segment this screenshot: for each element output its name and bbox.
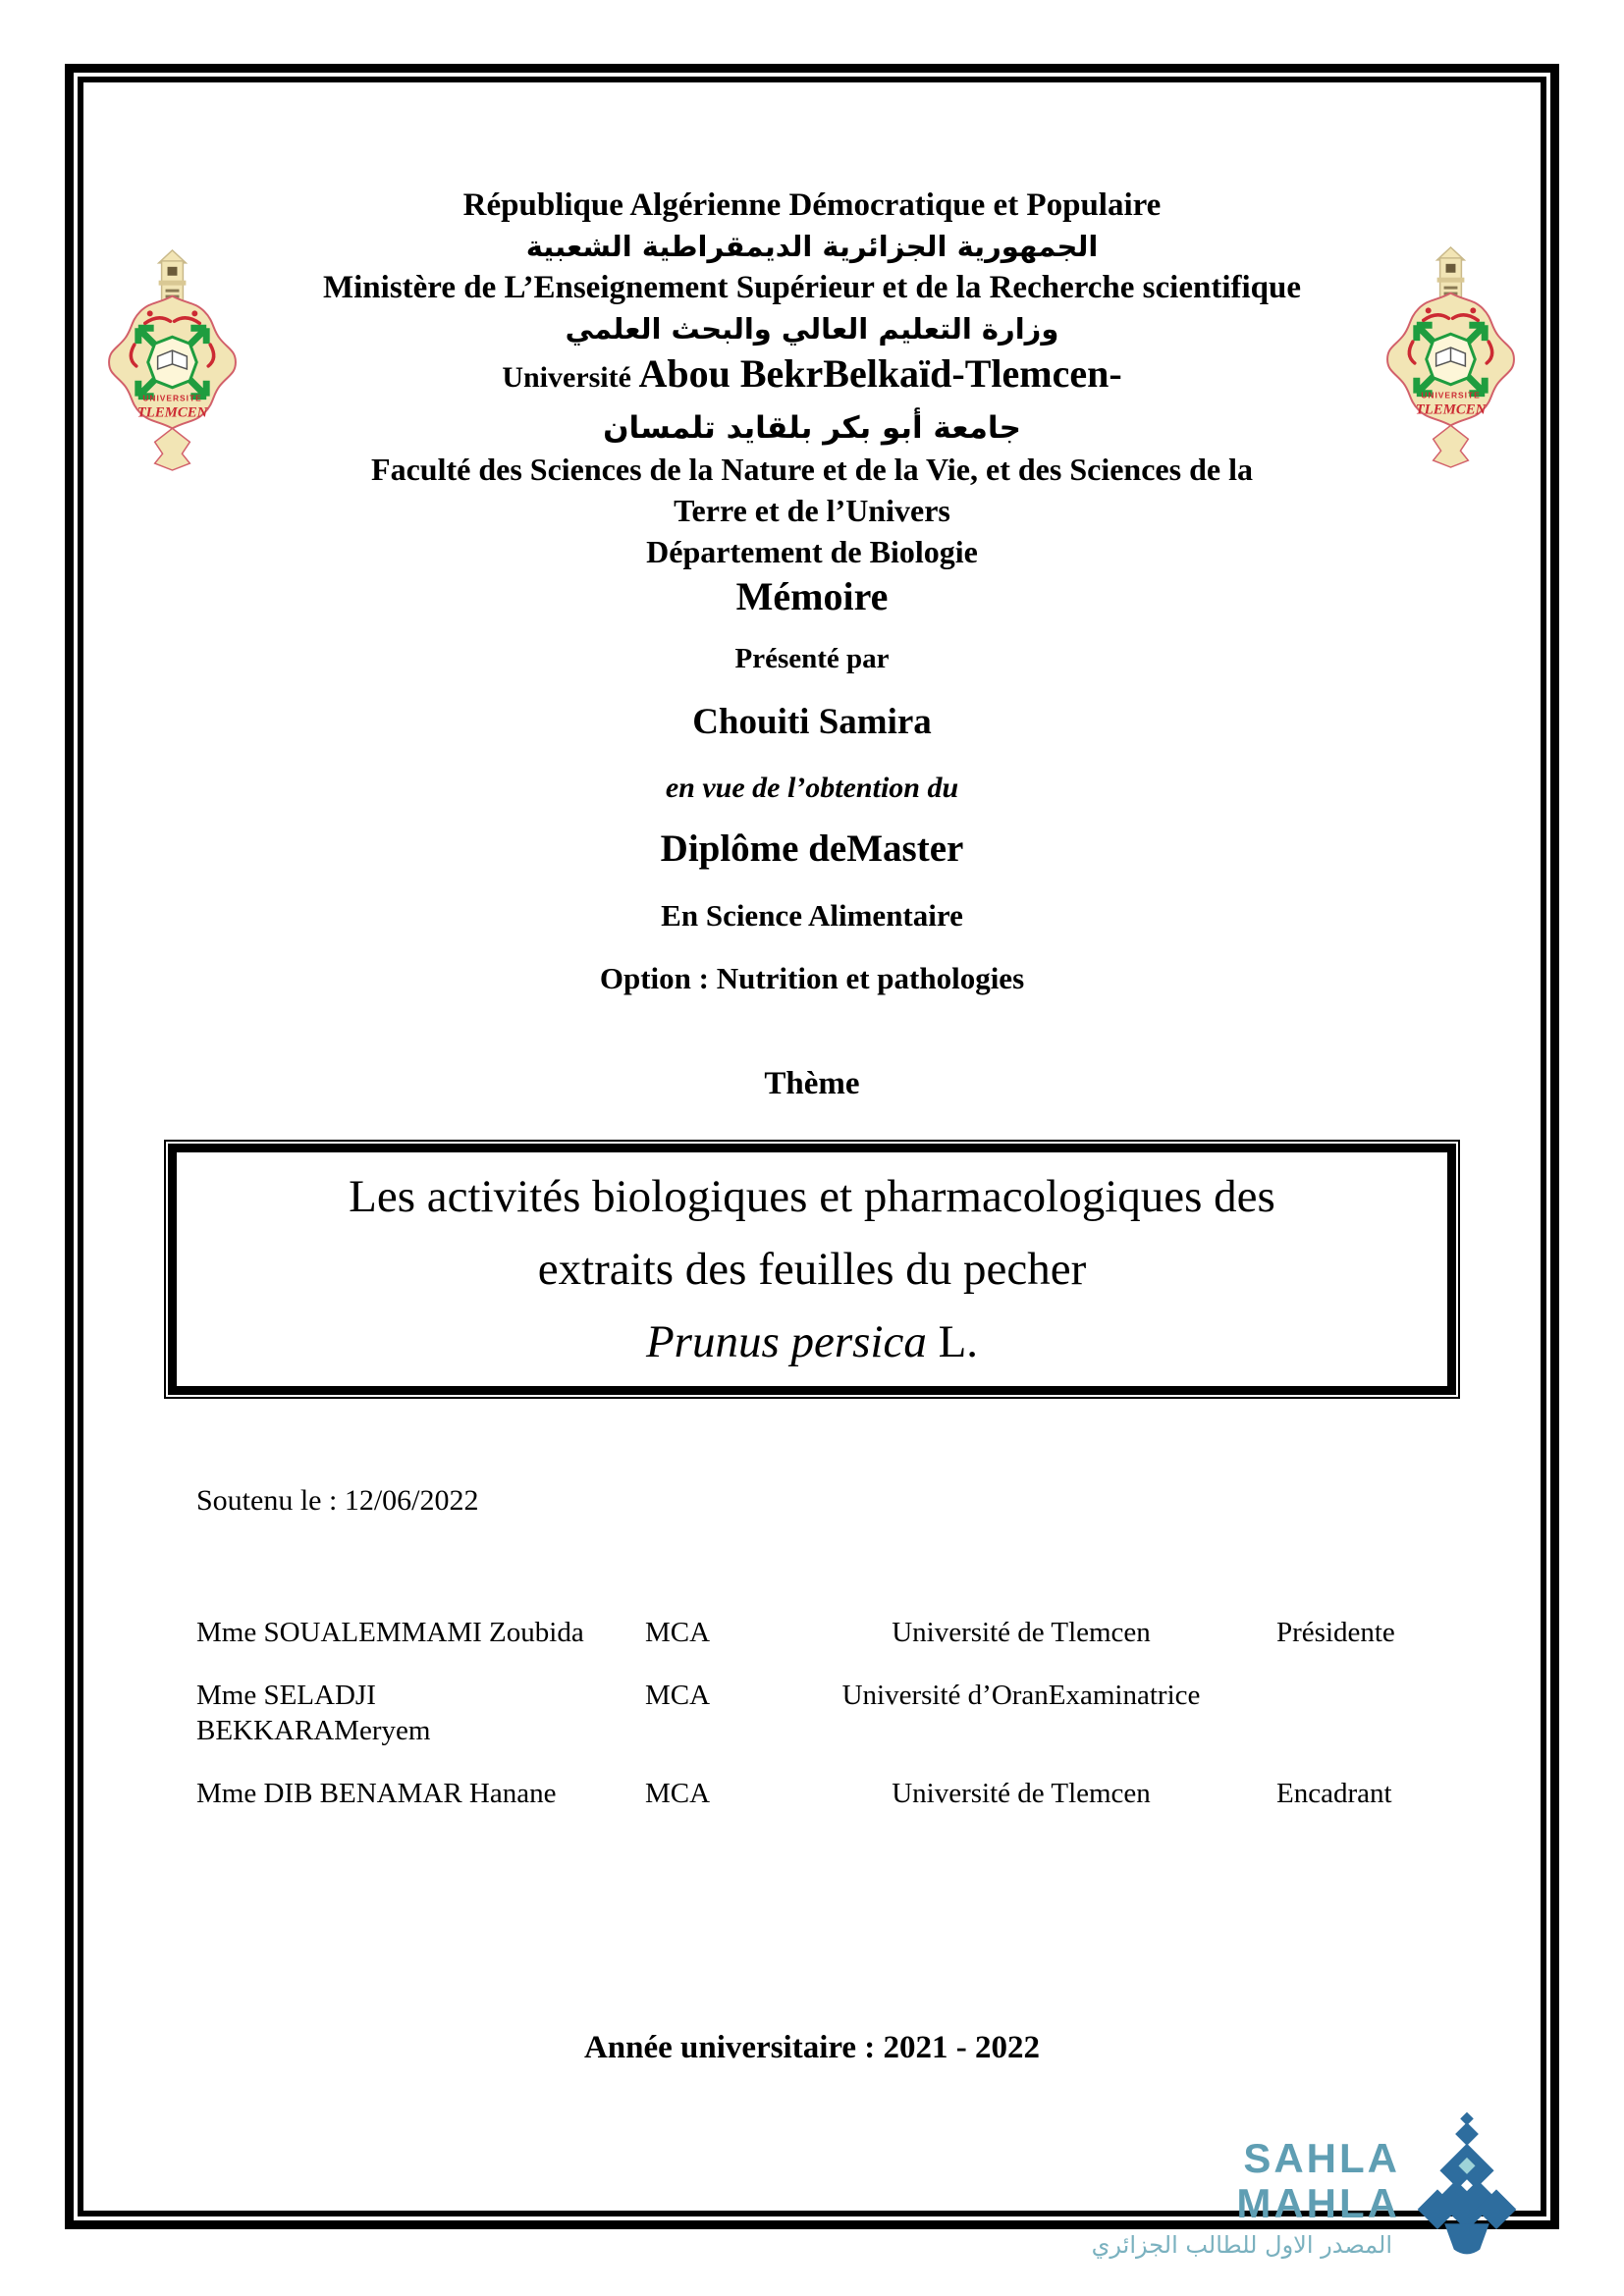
jury-row xyxy=(83,1615,1541,1650)
emblem-text-universite: UNIVERSITE xyxy=(1421,390,1481,400)
jury-member-affiliation: Université de Tlemcen xyxy=(892,1617,1151,1648)
jury-member-name: Mme DIB BENAMAR Hanane xyxy=(196,1778,557,1809)
field-line: En Science Alimentaire xyxy=(661,898,963,933)
emblem-text-tlemcen: TLEMCEN xyxy=(1415,401,1487,418)
thesis-title-box-inner xyxy=(168,1144,1456,1395)
memoire-heading: Mémoire xyxy=(735,574,889,618)
cover-page-content xyxy=(83,79,1541,1839)
republic-line-fr: République Algérienne Démocratique et Populaire xyxy=(462,187,1162,223)
jury-member-name: Mme SOUALEMMAMI Zoubida xyxy=(196,1617,584,1648)
ministry-line-ar: وزارة التعليم العالي والبحث العلمي xyxy=(565,312,1059,346)
jury-member-grade: MCA xyxy=(644,1680,711,1711)
jury-member-role: Encadrant xyxy=(1276,1778,1392,1809)
university-name: Abou BekrBelkaïd-Tlemcen- xyxy=(638,351,1122,396)
watermark-text-block xyxy=(1068,2136,1400,2262)
department-line: Département de Biologie xyxy=(646,534,978,569)
theme-label: Thème xyxy=(764,1066,860,1101)
university-line-ar: جامعة أبو بكر بلقايد تلمسان xyxy=(603,410,1021,446)
emblem-text-tlemcen: TLEMCEN xyxy=(136,404,208,421)
jury-member-affiliation: Université de Tlemcen xyxy=(892,1778,1151,1809)
jury-member-name: Mme SELADJI BEKKARAMeryem xyxy=(196,1680,431,1746)
university-line xyxy=(83,349,1541,407)
defense-date: Soutenu le : 12/06/2022 xyxy=(196,1484,479,1517)
option-line: Option : Nutrition et pathologies xyxy=(599,961,1025,995)
jury-list xyxy=(83,1615,1541,1811)
watermark-brand-name: SAHLA MAHLA xyxy=(1236,2135,1400,2226)
watermark-sahla-mahla xyxy=(1068,2110,1532,2275)
species-name-italic: Prunus persica xyxy=(645,1316,927,1367)
jury-member-grade: MCA xyxy=(644,1617,711,1648)
academic-year: Année universitaire : 2021 - 2022 xyxy=(583,2030,1041,2065)
watermark-tagline-arabic: المصدر الاول للطالب الجزائري xyxy=(1091,2231,1392,2259)
presented-by-label: Présenté par xyxy=(734,643,890,674)
jury-row xyxy=(83,1678,1541,1748)
faculty-line-2: Terre et de l’Univers xyxy=(674,493,950,528)
emblem-text-universite: UNIVERSITE xyxy=(142,393,202,403)
ministry-line-fr: Ministère de L’Enseignement Supérieur et de la Recherche scientifique xyxy=(322,270,1301,305)
thesis-title-line-2: extraits des feuilles du pecher xyxy=(537,1244,1087,1295)
author-name: Chouiti Samira xyxy=(692,702,932,742)
diploma-line: Diplôme deMaster xyxy=(660,828,964,870)
sahla-mahla-logo-icon xyxy=(1402,2110,1532,2275)
jury-member-role: Présidente xyxy=(1276,1617,1395,1648)
republic-line-ar: الجمهورية الجزائرية الديمقراطية الشعبية xyxy=(525,230,1099,263)
species-suffix: L. xyxy=(926,1316,979,1367)
jury-row xyxy=(83,1776,1541,1811)
jury-member-affiliation: Université d’OranExaminatrice xyxy=(841,1680,1201,1711)
university-prefix: Université xyxy=(502,361,639,394)
purpose-line: en vue de l’obtention du xyxy=(665,772,959,804)
jury-member-role xyxy=(1276,1678,1541,1748)
jury-member-grade: MCA xyxy=(644,1778,711,1809)
thesis-title-line-1: Les activités biologiques et pharmacologiques des xyxy=(349,1171,1275,1222)
faculty-line-1: Faculté des Sciences de la Nature et de la Vie, et des Sciences de la xyxy=(371,452,1253,487)
thesis-title-species-line xyxy=(200,1306,1424,1378)
thesis-title-box xyxy=(164,1140,1460,1399)
